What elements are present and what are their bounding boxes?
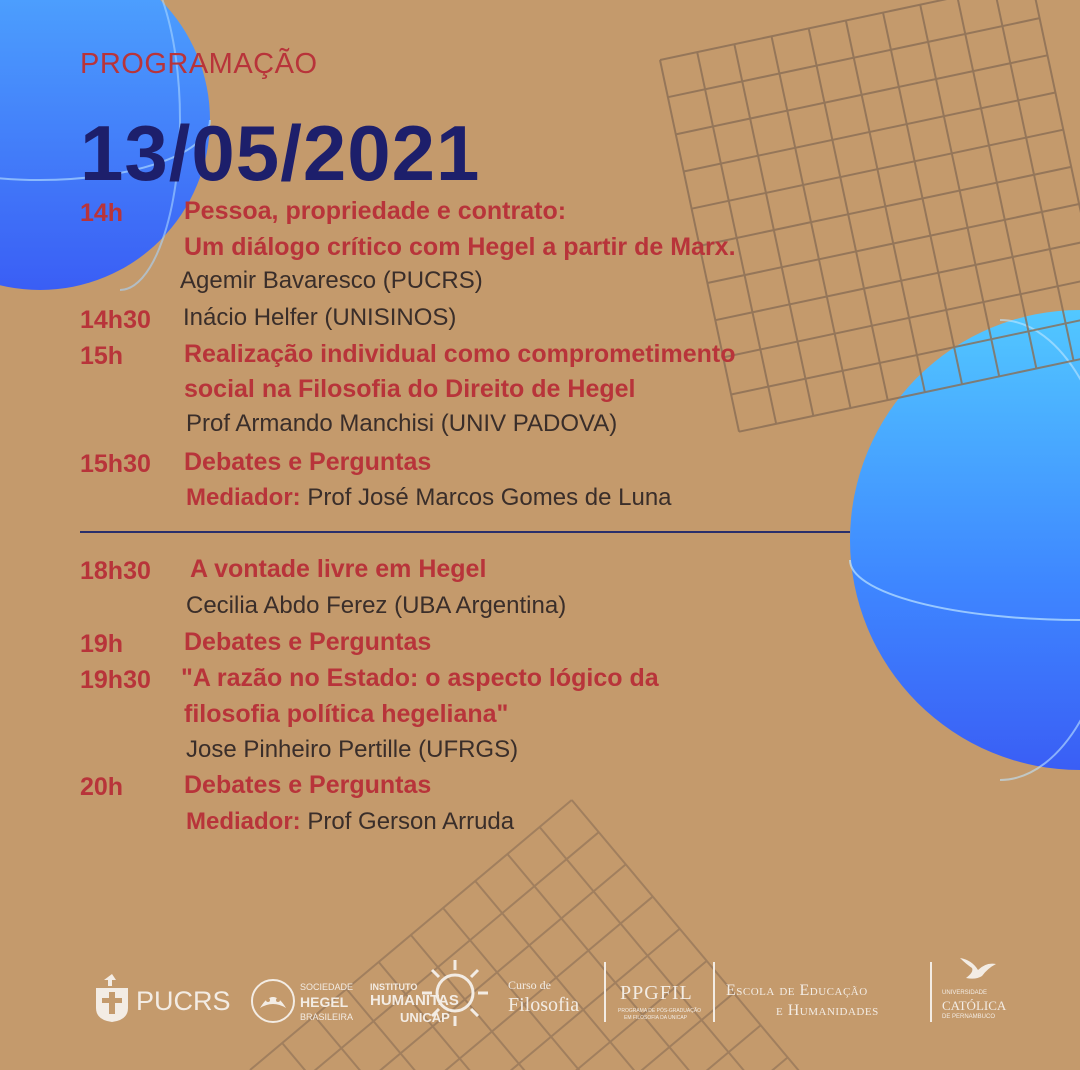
speaker: Agemir Bavaresco (PUCRS) [180,267,483,294]
talk-title-line: Debates e Perguntas [184,448,432,476]
ppgfil-sub1-text: PROGRAMA DE PÓS-GRADUAÇÃO [618,1008,702,1014]
filosofia-main-text: Filosofia [508,994,580,1016]
time-20h: 20h [80,773,124,801]
owl-emblem-icon [250,978,296,1024]
pucrs-logo [90,972,231,1028]
ppgfil-text: PPGFIL [620,982,693,1004]
talk-title-line: Um diálogo crítico com Hegel a partir de Marx. [184,233,736,261]
talk-title-line: social na Filosofia do Direito de Hegel [184,375,636,403]
section-divider [80,531,850,533]
sociedade-hegel-logo [250,974,360,1030]
ppgfil-logo [614,974,714,1024]
talk-title-line: Pessoa, propriedade e contrato: [184,197,567,225]
humanitas-top-text: INSTITUTO [370,982,418,992]
time-14h30: 14h30 [80,306,151,334]
dove-icon [958,954,998,984]
catolica-top-text: UNIVERSIDADE [942,990,988,996]
curso-filosofia-logo [508,978,598,1028]
humanitas-bottom-text: UNICAP [400,1010,450,1025]
talk-title-line: filosofia política hegeliana" [184,700,509,728]
talk-title-line: Debates e Perguntas [184,628,432,656]
talk-title-line: "A razão no Estado: o aspecto lógico da [181,664,659,692]
escola-line2-text: e Humanidades [776,1002,879,1019]
mediator-name: Prof José Marcos Gomes de Luna [307,484,672,511]
humanitas-mid-text: HUMANITAS [370,992,459,1009]
time-19h30: 19h30 [80,666,151,694]
mediator-line [186,810,514,834]
event-date: 13/05/2021 [80,109,481,197]
talk-title-line: Debates e Perguntas [184,771,432,799]
escola-logo [724,982,924,1026]
hegel-mid-text: HEGEL [300,994,349,1010]
mediator-line [186,486,672,510]
speaker: Cecilia Abdo Ferez (UBA Argentina) [186,592,567,619]
time-15h30: 15h30 [80,450,151,478]
time-14h: 14h [80,199,124,227]
mediator-label: Mediador: [186,808,301,835]
pucrs-text: PUCRS [136,986,231,1016]
kicker: PROGRAMAÇÃO [80,48,318,80]
time-19h: 19h [80,630,124,658]
escola-line1-text: Escola de Educação [726,982,868,999]
ppgfil-sub2-text: EM FILOSOFIA DA UNICAP [624,1015,688,1021]
talk-title-line: A vontade livre em Hegel [190,555,487,583]
logo-separator [604,962,606,1022]
instituto-humanitas-logo [370,958,498,1034]
filosofia-top-text: Curso de [508,978,551,992]
hegel-bottom-text: BRASILEIRA [300,1012,354,1022]
mediator-name: Prof Gerson Arruda [307,808,515,835]
crest-icon [92,972,132,1024]
logo-separator [713,962,715,1022]
speaker: Inácio Helfer (UNISINOS) [183,304,457,331]
logo-separator [930,962,932,1022]
catolica-main-text: CATÓLICA [942,998,1007,1013]
talk-title-line: Realização individual como comprometimento [184,340,736,368]
speaker: Jose Pinheiro Pertille (UFRGS) [186,736,519,763]
catolica-bottom-text: DE PERNAMBUCO [942,1014,996,1020]
time-15h: 15h [80,342,124,370]
mediator-label: Mediador: [186,484,301,511]
speaker: Prof Armando Manchisi (UNIV PADOVA) [186,410,618,437]
sponsor-logos [90,950,1020,1040]
time-18h30: 18h30 [80,557,151,585]
hegel-top-text: SOCIEDADE [300,982,354,992]
catolica-logo [938,954,1018,1034]
